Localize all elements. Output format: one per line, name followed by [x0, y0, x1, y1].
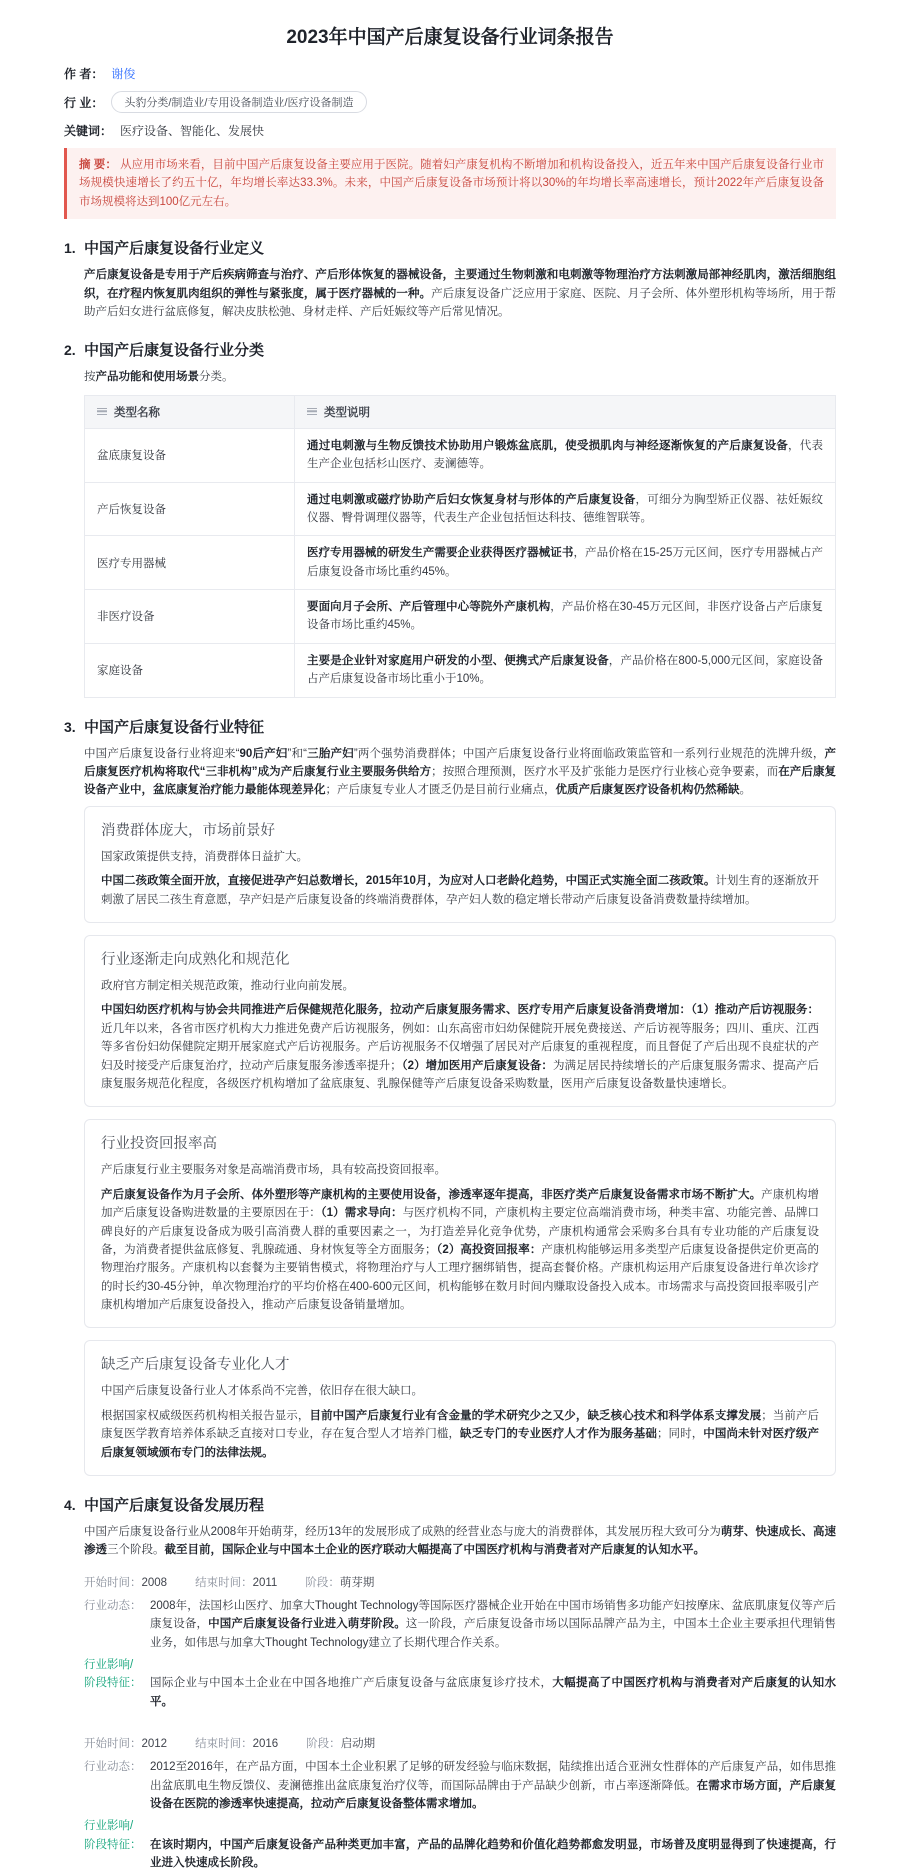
timeline-meta — [84, 1574, 836, 1590]
section-heading — [64, 716, 836, 737]
stage-feature-text: 在该时期内，中国产后康复设备产品种类更加丰富，产品的品牌化趋势和价值化趋势都愈发明显，市场普及度明显得到了快速提高，行业进入快速成长阶段。 — [150, 1838, 836, 1870]
industry-impact-label: 行业影响/ — [84, 1820, 134, 1833]
abstract-box — [64, 148, 836, 219]
section-title: 中国产后康复设备行业特征 — [84, 718, 265, 736]
timeline-meta — [84, 1735, 836, 1751]
table-header-row — [85, 395, 836, 428]
keywords-row — [64, 122, 836, 139]
feature-box-lead: 政府官方制定相关规范政策，推动行业向前发展。 — [101, 979, 354, 992]
section-classification — [64, 339, 836, 697]
section-number: 1. — [64, 240, 76, 257]
type-desc: 主要是企业针对家庭用户研发的小型、便携式产后康复设备，产品价格在800-5,000元区间，家庭设备占产后康复设备市场比重小于10%。 — [295, 643, 836, 697]
start-time — [84, 1574, 167, 1590]
section-title: 中国产后康复设备发展历程 — [84, 1497, 265, 1515]
type-desc: 通过电刺激或磁疗协助产后妇女恢复身材与形体的产后康复设备，可细分为胸型矫正仪器、祛妊娠纹仪器、臀骨调理仪器等，代表生产企业包括恒达科技、德维智联等。 — [295, 482, 836, 536]
stage — [306, 1735, 375, 1751]
feature-box-paragraph: 根据国家权威级医药机构相关报告显示，目前中国产后康复行业有含金量的学术研究少之又少，缺乏核心技术和科学体系支撑发展；当前产后康复医学教育培养体系缺乏直接对口专业，存在复合型人才培养门槛，缺乏专门的专业医疗人才作为服务基础；同时，中国尚未针对医疗级产后康复领域颁布专门的法律法规。 — [101, 1409, 820, 1459]
feature-box-lead: 中国产后康复设备行业人才体系尚不完善，依旧存在很大缺口。 — [101, 1385, 423, 1398]
type-name: 盆底康复设备 — [85, 428, 295, 482]
type-name: 非医疗设备 — [85, 590, 295, 644]
stage-feature-row — [84, 1836, 836, 1872]
end-time-value: 2016 — [252, 1738, 279, 1751]
meta-block — [64, 65, 836, 139]
type-desc: 通过电刺激与生物反馈技术协助用户锻炼盆底肌，使受损肌肉与神经逐渐恢复的产后康复设备，代表生产企业包括杉山医疗、麦澜德等。 — [295, 428, 836, 482]
table-row — [85, 643, 836, 697]
end-time-value: 2011 — [252, 1576, 278, 1589]
menu-icon — [307, 408, 317, 415]
abstract-text: 从应用市场来看，目前中国产后康复设备主要应用于医院。随着妇产康复机构不断增加和机构设备投入，近五年来中国产后康复设备行业市场规模快速增长了约五十亿，年均增长率达33.3%。未来，中国产后康复设备市场预计将以30%的年均增长率高速增长，预计2022年产后康复设备市场规模将达到100亿元左右。 — [79, 159, 824, 208]
industry-dynamics-label: 行业动态： — [84, 1761, 142, 1774]
table-header-type-name: 类型名称 — [85, 395, 295, 428]
feature-box-lead: 产后康复行业主要服务对象是高端消费市场，具有较高投资回报率。 — [101, 1164, 446, 1177]
section-characteristics — [64, 716, 836, 1476]
feature-box-talent — [84, 1340, 836, 1476]
timeline-entry — [84, 1735, 836, 1872]
start-time-label: 开始时间： — [84, 1738, 142, 1751]
author-label: 作 者： — [64, 67, 104, 81]
timeline-entry — [84, 1574, 836, 1711]
author-row — [64, 65, 836, 82]
abstract-label: 摘 要： — [79, 159, 121, 171]
section-number: 2. — [64, 342, 76, 359]
feature-box-paragraph: 产后康复设备作为月子会所、体外塑形等产康机构的主要使用设备，渗透率逐年提高，非医疗类产后康复设备需求市场不断扩大。产康机构增加产后康复设备购进数量的主要原因在于：（1）需求导向：与医疗机构不同，产康机构主要定位高端消费市场，种类丰富、功能完善、品牌口碑良好的产后康复设备成为吸引高消费人群的重要因素之一，为打造差异化竞争优势，产康机构通常会采购多台具有专业功能的产后康复设备，为消费者提供盆底修复、乳腺疏通、身材恢复等全方面服务；（2）高投资回报率：产康机构能够运用多类型产后康复设备提供定价更高的物理治疗服务。产康机构以套餐为主要销售模式，将物理治疗与人工理疗捆绑销售，提高套餐价格。产康机构运用产后康复设备进行单次诊疗的时长约30-45分钟，单次物理治疗的平均价格在400-600元区间，机构能够在数月时间内赚取设备投入成本。市场需求与高投资回报率吸引产康机构增加产后康复设备投入，推动产后康复设备销量增加。 — [101, 1188, 820, 1312]
table-row — [85, 536, 836, 590]
stage — [305, 1574, 374, 1590]
feature-box-standardization — [84, 935, 836, 1107]
start-time-value: 2012 — [141, 1738, 168, 1751]
feature-box-paragraph: 中国二孩政策全面开放，直接促进孕产妇总数增长，2015年10月，为应对人口老龄化趋势，中国正式实施全面二孩政策。计划生育的逐渐放开刺激了居民二孩生育意愿，孕产妇是产后康复设备的终端消费群体，孕产妇人数的稳定增长带动产后康复设备消费数量持续增加。 — [101, 875, 819, 906]
feature-box-title: 行业投资回报率高 — [101, 1136, 217, 1153]
end-time — [195, 1574, 277, 1590]
type-desc: 要面向月子会所、产后管理中心等院外产康机构，产品价格在30-45万元区间，非医疗设备占产后康复设备市场比重约45%。 — [295, 590, 836, 644]
table-row — [85, 428, 836, 482]
industry-dynamics-row — [84, 1597, 836, 1652]
feature-box-title: 缺乏产后康复设备专业化人才 — [101, 1357, 290, 1374]
start-time-label: 开始时间： — [84, 1576, 142, 1589]
classification-table — [84, 395, 836, 698]
type-name: 家庭设备 — [85, 643, 295, 697]
industry-dynamics-label: 行业动态： — [84, 1599, 142, 1612]
table-header-type-desc: 类型说明 — [295, 395, 836, 428]
end-time-label: 结束时间： — [195, 1576, 253, 1589]
feature-box-consumers — [84, 806, 836, 923]
stage-feature-label: 阶段特征： — [84, 1677, 142, 1690]
section-heading — [64, 237, 836, 258]
industry-label: 行 业： — [64, 95, 104, 110]
stage-label: 阶段： — [305, 1576, 340, 1589]
feature-box-paragraph: 中国妇幼医疗机构与协会共同推进产后保健规范化服务，拉动产后康复服务需求、医疗专用产后康复设备消费增加：（1）推动产后访视服务：近几年以来，各省市医疗机构大力推进免费产后访视服务，例如：山东高密市妇幼保健院开展免费接送、产后访视等服务；四川、重庆、江西等多省份妇幼保健院定期开展家庭式产后访视服务。产后访视服务不仅增强了居民对产后康复的重视程度，而且督促了产后出现不良症状的产妇及时接受产后康复治疗，拉动产后康复服务渗透率提升；（2）增加医用产后康复设备：为满足居民持续增长的产后康复服务需求、提高产后康复服务规范化程度，各级医疗机构增加了盆底康复、乳腺保健等产后康复设备采购数量，医用产后康复设备数量快速增长。 — [101, 1004, 819, 1090]
characteristics-intro: 中国产后康复设备行业将迎来“90后产妇”和“三胎产妇”两个强势消费群体；中国产后康复设备行业将面临政策监管和一系列行业规范的洗牌升级，产后康复医疗机构将取代“三非机构”成为产后康复行业主要服务供给方；按照合理预测，医疗水平及扩张能力是医疗行业核心竞争要素，而在产后康复设备产业中，盆底康复治疗能力最能体现差异化；产后康复专业人才匮乏仍是目前行业痛点，优质产后康复医疗设备机构仍然稀缺。 — [84, 747, 837, 797]
author-link[interactable]: 谢俊 — [111, 67, 136, 81]
section-definition — [64, 237, 836, 321]
stage-value: 启动期 — [340, 1738, 376, 1751]
page-title: 2023年中国产后康复设备行业词条报告 — [286, 27, 614, 48]
stage-feature-label: 阶段特征： — [84, 1838, 142, 1851]
industry-row — [64, 91, 836, 113]
end-time-label: 结束时间： — [195, 1738, 253, 1751]
industry-dynamics-row — [84, 1758, 836, 1813]
section-number: 4. — [64, 1497, 76, 1514]
industry-dynamics-text: 2008年，法国杉山医疗、加拿大Thought Technology等国际医疗器械企业开始在中国市场销售多功能产妇按摩床、盆底肌康复仪等产后康复设备，中国产后康复设备行业进入萌芽阶段。这一阶段，产后康复设备市场以国际品牌产品为主，中国本土企业主要承担代理销售业务，如伟思与加拿大Thought Technology建立了长期代理合作关系。 — [150, 1599, 837, 1649]
menu-icon — [97, 408, 107, 415]
section-title: 中国产后康复设备行业分类 — [84, 342, 265, 360]
feature-box-title: 消费群体庞大，市场前景好 — [101, 822, 275, 839]
end-time — [195, 1735, 278, 1751]
stage-value: 萌芽期 — [339, 1576, 375, 1589]
type-name: 医疗专用器械 — [85, 536, 295, 590]
feature-box-lead: 国家政策提供支持，消费群体日益扩大。 — [101, 850, 308, 863]
classification-lead: 按产品功能和使用场景分类。 — [84, 371, 234, 384]
start-time-value: 2008 — [141, 1576, 168, 1589]
type-name: 产后恢复设备 — [85, 482, 295, 536]
industry-impact-label: 行业影响/ — [84, 1658, 134, 1671]
industry-dynamics-text: 2012至2016年，在产品方面，中国本土企业积累了足够的研发经验与临床数据，陆续推出适合亚洲女性群体的产后康复产品，如伟思推出盆底肌电生物反馈仪、麦澜德推出盆底康复治疗仪等，而国际品牌由于产品缺少创新，市占率逐渐降低。在需求市场方面，产后康复设备在医院的渗透率快速提高，拉动产后康复设备整体需求增加。 — [150, 1761, 836, 1810]
feature-box-roi — [84, 1119, 836, 1328]
section-heading — [64, 1494, 836, 1515]
table-row — [85, 590, 836, 644]
table-row — [85, 482, 836, 536]
type-desc: 医疗专用器械的研发生产需要企业获得医疗器械证书，产品价格在15-25万元区间，医疗专用器械占产后康复设备市场比重约45%。 — [295, 536, 836, 590]
section-number: 3. — [64, 718, 76, 735]
definition-paragraph: 产后康复设备是专用于产后疾病筛查与治疗、产后形体恢复的器械设备，主要通过生物刺激和电刺激等物理治疗方法刺激局部神经肌肉，激活细胞组织，在疗程内恢复肌肉组织的弹性与紧张度，属于医疗器械的一种。产后康复设备广泛应用于家庭、医院、月子会所、体外塑形机构等场所，用于帮助产后妇女进行盆底修复，解决皮肤松弛、身材走样、产后妊娠纹等产后常见情况。 — [84, 269, 836, 318]
feature-box-title: 行业逐渐走向成熟化和规范化 — [101, 951, 290, 968]
industry-tag[interactable]: 头豹分类/制造业/专用设备制造业/医疗设备制造 — [111, 91, 366, 113]
start-time — [84, 1735, 167, 1751]
keywords-text: 医疗设备、智能化、发展快 — [120, 124, 265, 138]
history-intro: 中国产后康复设备行业从2008年开始萌芽，经历13年的发展形成了成熟的经营业态与庞大的消费群体，其发展历程大致可分为萌芽、快速成长、高速渗透三个阶段。截至目前，国际企业与中国本土企业的医疗联动大幅提高了中国医疗机构与消费者对产后康复的认知水平。 — [84, 1526, 836, 1557]
section-heading — [64, 339, 836, 360]
keywords-label: 关键词： — [64, 124, 113, 138]
section-history — [64, 1494, 836, 1872]
stage-feature-text: 国际企业与中国本土企业在中国各地推广产后康复设备与盆底康复诊疗技术，大幅提高了中国医疗机构与消费者对产后康复的认知水平。 — [150, 1677, 837, 1708]
stage-label: 阶段： — [306, 1738, 341, 1751]
section-title: 中国产后康复设备行业定义 — [84, 240, 265, 258]
